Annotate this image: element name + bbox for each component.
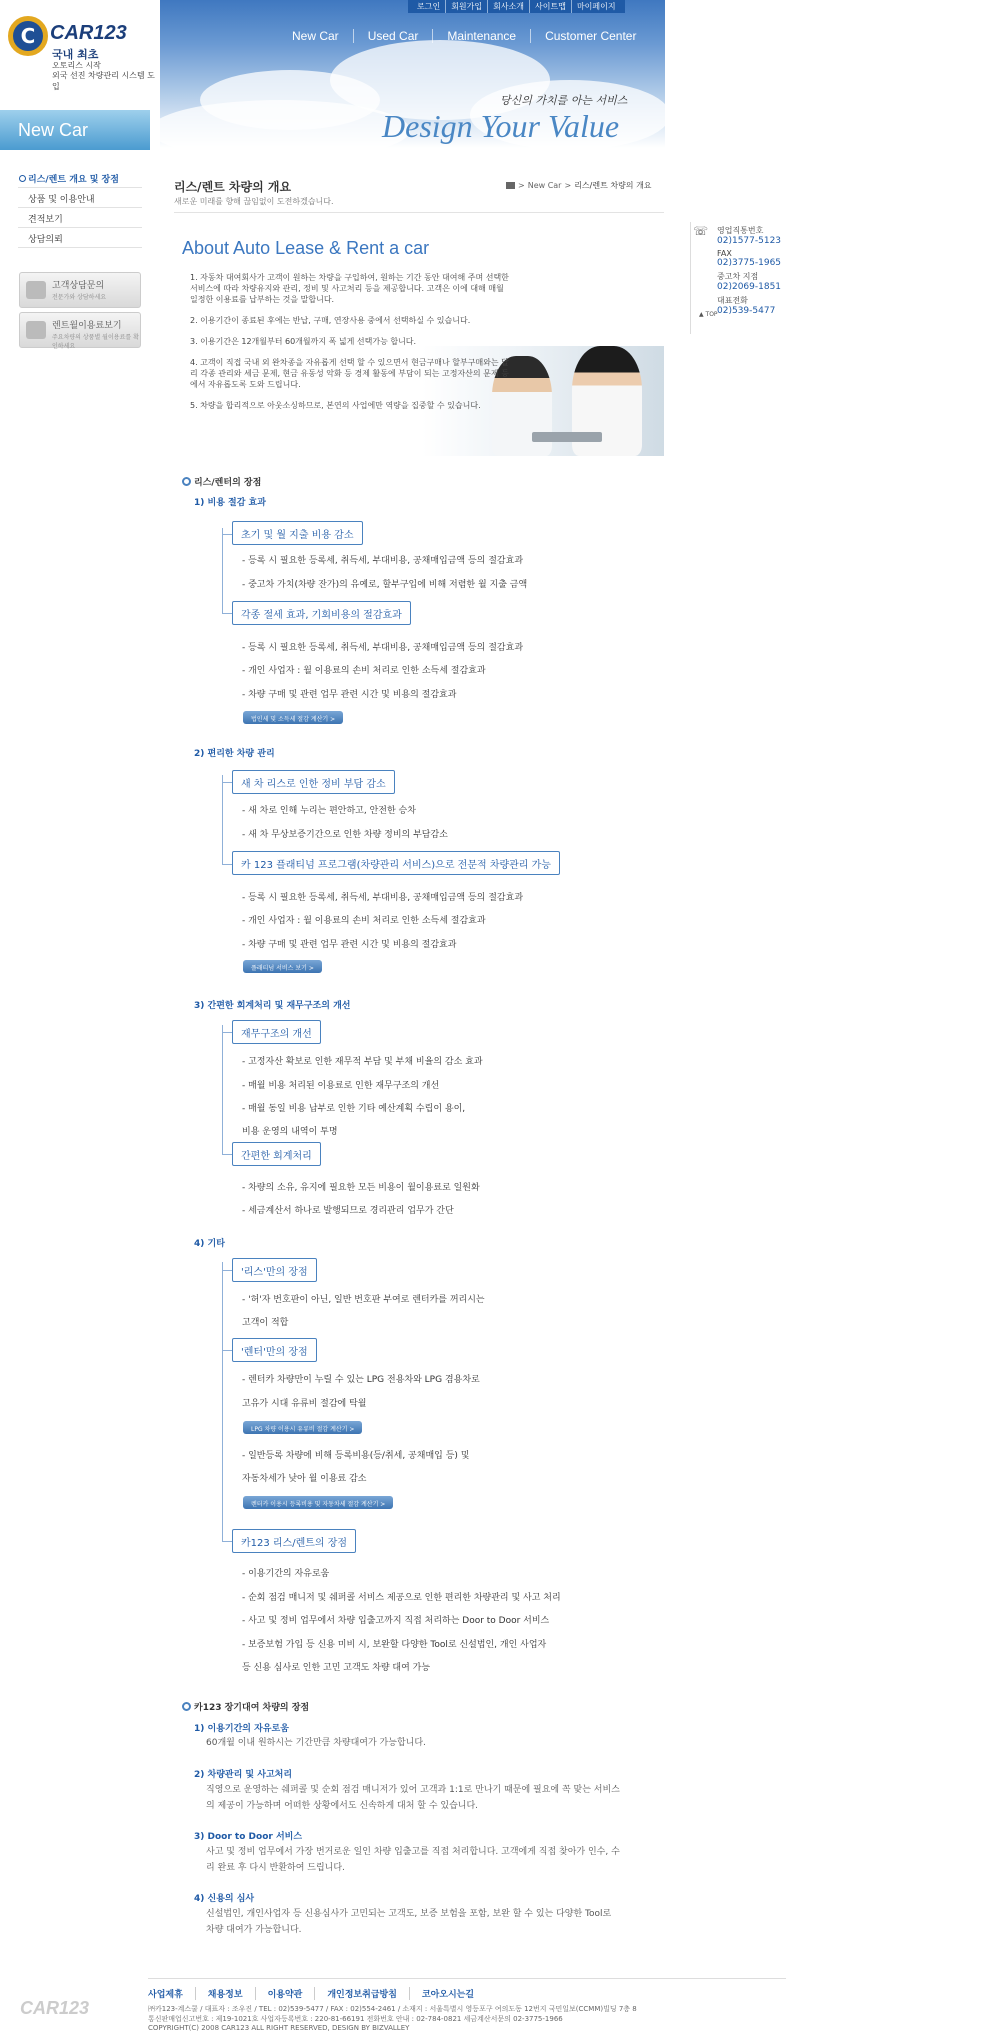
logo-tagline: 국내 최초 xyxy=(52,48,99,61)
sales-number: 02)1577-5123 xyxy=(717,236,782,246)
tree-line xyxy=(222,613,232,614)
calculator-icon xyxy=(26,321,46,339)
list-item: - 새 차 무상보증기간으로 인한 차량 정비의 부담감소 xyxy=(242,830,448,840)
long-1-title: 1) 이용기간의 자유로움 xyxy=(194,1724,289,1734)
footer-divider xyxy=(148,1978,786,1979)
list-item: - 등록 시 필요한 등록세, 취득세, 부대비용, 공채매입금액 등의 절감효과 xyxy=(242,643,524,653)
tree-line xyxy=(222,782,232,783)
about-item: 2. 이용기간이 종료된 후에는 반납, 구매, 연장사용 중에서 선택하실 수 있습니다. xyxy=(190,316,471,325)
registration-calculator-button[interactable]: 렌터카 이용시 등록비용 및 자동차세 절감 계산기 > xyxy=(243,1496,393,1509)
left-section-title: New Car xyxy=(0,110,150,150)
list-item: - 매월 비용 처리된 이용료로 인한 재무구조의 개선 xyxy=(242,1081,440,1091)
breadcrumb-current: 리스/렌트 차량의 개요 xyxy=(574,181,652,190)
top-button[interactable]: ▲ TOP xyxy=(699,311,718,318)
logo-tagline-2: 오토리스 시작 xyxy=(52,61,101,70)
fax-number: 02)3775-1965 xyxy=(717,258,782,268)
rep-number: 02)539-5477 xyxy=(717,306,776,316)
long-2-text: 직영으로 운영하는 쉐퍼콜 및 순회 점검 매니저가 있어 고객과 1:1로 만나기 때문에 필요에 꼭 맞는 서비스 xyxy=(206,1785,620,1795)
footer-privacy-link[interactable]: 개인정보취급방침 xyxy=(315,1987,410,2000)
section-1-title: 1) 비용 절감 효과 xyxy=(194,498,266,508)
left-nav-item-overview[interactable]: 리스/렌트 개요 및 장점 xyxy=(18,168,142,188)
slogan-english: Design Your Value xyxy=(382,108,620,144)
list-item: - 순회 점검 매니저 및 쉐퍼콜 서비스 제공으로 인한 편리한 차량관리 및 사고 처리 xyxy=(242,1593,561,1603)
list-item: - 사고 및 정비 업무에서 차량 입출고까지 직접 처리하는 Door to Door 서비스 xyxy=(242,1616,550,1626)
list-item: - 등록 시 필요한 등록세, 취득세, 부대비용, 공채매입금액 등의 절감효과 xyxy=(242,556,524,566)
company-link[interactable]: 회사소개 xyxy=(488,0,530,13)
login-link[interactable]: 로그인 xyxy=(412,0,446,13)
logo-icon: C xyxy=(8,16,48,56)
footer-copyright: COPYRIGHT(C) 2008 CAR123 ALL RIGHT RESERVED, DESIGN BY BIZVALLEY xyxy=(148,2024,410,2032)
list-item: - 등록 시 필요한 등록세, 취득세, 부대비용, 공채매입금액 등의 절감효과 xyxy=(242,893,524,903)
nav-used-car[interactable]: Used Car xyxy=(354,29,434,43)
mypage-link[interactable]: 마이페이지 xyxy=(576,2,616,11)
lpg-calculator-button[interactable]: LPG 차량 이용시 유류비 절감 계산기 > xyxy=(243,1421,362,1434)
footer-location-link[interactable]: 코아오시는길 xyxy=(421,1990,475,2000)
s2-box-platinum: 카 123 플래티넘 프로그램(차량관리 서비스)으로 전문적 차량관리 가능 xyxy=(232,851,560,875)
used-car-number: 02)2069-1851 xyxy=(717,282,782,292)
list-item: - 렌터카 차량만이 누릴 수 있는 LPG 전용차와 LPG 겸용차로 xyxy=(242,1375,480,1385)
slogan-korean: 당신의 가치를 아는 서비스 xyxy=(500,94,628,107)
s4-box-car123: 카123 리스/렌트의 장점 xyxy=(232,1529,356,1553)
list-item: - 차량 구매 및 관련 업무 관련 시간 및 비용의 절감효과 xyxy=(242,940,457,950)
about-list xyxy=(190,272,510,421)
list-item: - 차량 구매 및 관련 업무 관련 시간 및 비용의 절감효과 xyxy=(242,690,457,700)
breadcrumb-new-car[interactable]: New Car xyxy=(527,181,562,190)
long-3-title: 3) Door to Door 서비스 xyxy=(194,1832,303,1842)
tree-line xyxy=(222,1262,223,1542)
long-3-text: 사고 및 정비 업무에서 가장 번거로운 일인 차량 입출고를 직접 처리합니다. 고객에게 직접 찾아가 인수, 수 xyxy=(206,1847,620,1857)
tree-line xyxy=(222,1541,232,1542)
consult-banner[interactable] xyxy=(19,272,141,308)
list-item: 비용 운영의 내역이 투명 xyxy=(242,1127,338,1137)
platinum-service-button[interactable]: 플래티넘 서비스 보기 > xyxy=(243,960,322,973)
list-item: - 일반등록 차량에 비해 등록비용(등/취세, 공채매입 등) 및 xyxy=(242,1451,470,1461)
list-item: 고유가 시대 유류비 절감에 탁월 xyxy=(242,1399,367,1409)
about-item: 3. 이용기간은 12개월부터 60개월까지 폭 넓게 선택가능 합니다. xyxy=(190,337,417,346)
breadcrumb: > New Car > 리스/렌트 차량의 개요 xyxy=(506,180,652,191)
about-item: 4. 고객이 직접 국내 외 완차종을 자유롭게 선택 할 수 있으면서 현금구매나 할부구매와는 달리 각종 관리와 세금 문제, 현금 유동성 악화 등 경제 활동에 부담이 되는 고정자산의 문제 등에서 자유롭도록 도와 드립니다. xyxy=(190,358,509,389)
advantages-heading: 리스/렌터의 장점 xyxy=(182,475,261,488)
list-item: - 차량의 소유, 유지에 필요한 모든 비용이 월이용료로 일원화 xyxy=(242,1183,480,1193)
tax-calculator-button[interactable]: 법인세 및 소득세 절감 계산기 > xyxy=(243,711,343,724)
consult-banner-title: 고객상담문의 xyxy=(52,281,105,291)
left-nav-item-quote[interactable]: 견적보기 xyxy=(18,208,142,228)
sitemap-link[interactable]: 사이트맵 xyxy=(530,0,572,13)
nav-customer-center[interactable]: Customer Center xyxy=(545,29,637,43)
s1-box-tax-saving: 각종 절세 효과, 기회비용의 절감효과 xyxy=(232,601,411,625)
footer-company-info: ㈜카123-계스쿨 / 대표자 : 조우진 / TEL : 02)539-5477 / FAX : 02)554-2461 / 소재지 : 서울특별시 영등포구 여의도동 12번지 국민일보(CCMM)빌딩 7층 8 xyxy=(148,2005,637,2013)
s1-box-initial-cost: 초기 및 월 지출 비용 감소 xyxy=(232,521,363,545)
title-divider xyxy=(174,212,664,213)
join-link[interactable]: 회원가입 xyxy=(446,0,488,13)
home-icon[interactable] xyxy=(506,182,515,189)
long-4-text-2: 차량 대여가 가능합니다. xyxy=(206,1925,302,1935)
left-nav-item-consult[interactable]: 상담의뢰 xyxy=(18,228,142,248)
s3-box-financial: 재무구조의 개선 xyxy=(232,1020,321,1044)
long-2-text-2: 의 제공이 가능하며 어떠한 상황에서도 신속하게 대처 할 수 있습니다. xyxy=(206,1801,479,1811)
footer-partnership-link[interactable]: 사업제휴 xyxy=(148,1987,196,2000)
phone-icon: ☏ xyxy=(693,224,709,238)
tree-line xyxy=(222,864,232,865)
list-item: - 매월 동일 비용 납부로 인한 기타 예산계획 수립이 용이, xyxy=(242,1104,466,1114)
tree-line xyxy=(222,775,223,865)
section-2-title: 2) 편리한 차량 관리 xyxy=(194,749,275,759)
list-item: - 이용기간의 자유로움 xyxy=(242,1569,330,1579)
long-1-text: 60개월 이내 원하시는 기간만큼 차량대여가 가능합니다. xyxy=(206,1738,426,1748)
long-4-text: 신설법인, 개인사업자 등 신용심사가 고민되는 고객도, 보증 보험을 포함, 보완 할 수 있는 다양한 Tool로 xyxy=(206,1909,612,1919)
monthly-fee-banner[interactable] xyxy=(19,312,141,348)
list-item: - 고정자산 확보로 인한 재무적 부담 및 부채 비율의 감소 효과 xyxy=(242,1057,483,1067)
long-2-title: 2) 차량관리 및 사고처리 xyxy=(194,1770,293,1780)
about-title: About Auto Lease & Rent a car xyxy=(182,238,430,258)
page-title: 리스/렌트 차량의 개요 xyxy=(174,180,292,194)
list-item: - 새 차로 인해 누리는 편안하고, 안전한 승차 xyxy=(242,806,416,816)
s2-box-maintenance: 새 차 리스로 인한 정비 부담 감소 xyxy=(232,770,395,794)
about-item: 1. 자동차 대여회사가 고객이 원하는 차량을 구입하여, 원하는 기간 동안 대여해 주며 선택한 서비스에 따라 차량유지와 관리, 정비 및 사고처리 등을 제공합니다. 고객은 이에 대해 매월 일정한 이용료를 납부하는 것을 말합니다. xyxy=(190,273,509,304)
main-nav xyxy=(278,29,650,43)
long-term-heading: 카123 장기대여 차량의 장점 xyxy=(182,1700,309,1713)
phone-icon xyxy=(26,281,46,299)
list-item: - 보증보험 가입 등 신용 미비 시, 보완할 다양한 Tool로 신설법인, 개인 사업자 xyxy=(242,1640,547,1650)
list-item: - 개인 사업자 : 월 이용료의 손비 처리로 인한 소득세 절감효과 xyxy=(242,916,486,926)
list-item: - 중고차 가치(차량 잔가)의 유예로, 할부구입에 비해 저렴한 월 지출 금액 xyxy=(242,580,528,590)
tree-line xyxy=(222,1032,232,1033)
s3-box-accounting: 간편한 회계처리 xyxy=(232,1142,321,1166)
tree-line xyxy=(222,534,232,535)
monthly-fee-banner-sub: 주요차량의 상품별 월이용료를 확인하세요 xyxy=(52,334,139,350)
consult-banner-sub: 전문가와 상담하세요 xyxy=(52,294,107,301)
tree-line xyxy=(222,1025,223,1155)
tree-line xyxy=(222,1154,232,1155)
used-car-label: 중고차 지점 xyxy=(717,272,759,281)
list-item: - 세금계산서 하나로 발행되므로 경리관리 업무가 간단 xyxy=(242,1206,454,1216)
page-subtitle: 새로운 미래를 향해 끊임없이 도전하겠습니다. xyxy=(174,197,334,206)
logo-text: CAR123 xyxy=(50,22,127,44)
left-nav xyxy=(18,168,142,248)
tree-line xyxy=(222,1350,232,1351)
tree-line xyxy=(222,1270,232,1271)
left-nav-item-products[interactable]: 상품 및 이용안내 xyxy=(18,188,142,208)
monthly-fee-banner-title: 렌트월이용료보기 xyxy=(52,321,122,331)
s4-box-rent: '렌터'만의 장점 xyxy=(232,1338,317,1362)
footer-logo: CAR123 xyxy=(20,1998,90,2018)
logo-tagline-3: 외국 선진 차량관리 시스템 도입 xyxy=(52,71,155,91)
nav-new-car[interactable]: New Car xyxy=(278,29,354,43)
footer-registration-info: 통신판매업신고번호 : 제19-1021호 사업자등록번호 : 220-81-66191 전화번호 안내 : 02-784-0821 세금계산서문의 02-3775-1966 xyxy=(148,2015,563,2023)
list-item: - '허'자 번호판이 아닌, 일반 번호판 부여로 렌터카를 꺼리시는 xyxy=(242,1295,485,1305)
long-4-title: 4) 신용의 심사 xyxy=(194,1894,255,1904)
top-utility-menu xyxy=(408,0,625,13)
list-item: 자동차세가 낮아 월 이용료 감소 xyxy=(242,1474,367,1484)
tree-line xyxy=(222,528,223,614)
nav-maintenance[interactable]: Maintenance xyxy=(433,29,531,43)
footer-terms-link[interactable]: 이용약관 xyxy=(256,1987,316,2000)
footer-recruit-link[interactable]: 채용정보 xyxy=(196,1987,256,2000)
list-item: 고객이 적합 xyxy=(242,1318,289,1328)
section-3-title: 3) 간편한 회계처리 및 재무구조의 개선 xyxy=(194,1001,351,1011)
about-item: 5. 차량을 합리적으로 아웃소싱하므로, 본연의 사업에만 역량을 집중할 수 있습니다. xyxy=(190,401,481,410)
fax-label: FAX xyxy=(717,249,732,258)
sales-label: 영업직통번호 xyxy=(717,226,764,235)
laptop-figure xyxy=(532,432,602,442)
rep-label: 대표전화 xyxy=(717,296,748,305)
about-section xyxy=(174,230,664,456)
s4-box-lease: '리스'만의 장점 xyxy=(232,1258,317,1282)
long-3-text-2: 리 완료 후 다시 반환하여 드립니다. xyxy=(206,1863,345,1873)
list-item: - 개인 사업자 : 월 이용료의 손비 처리로 인한 소득세 절감효과 xyxy=(242,666,486,676)
list-item: 등 신용 심사로 인한 고민 고객도 차량 대여 가능 xyxy=(242,1663,431,1673)
footer-menu xyxy=(148,1987,486,2000)
section-4-title: 4) 기타 xyxy=(194,1239,225,1249)
